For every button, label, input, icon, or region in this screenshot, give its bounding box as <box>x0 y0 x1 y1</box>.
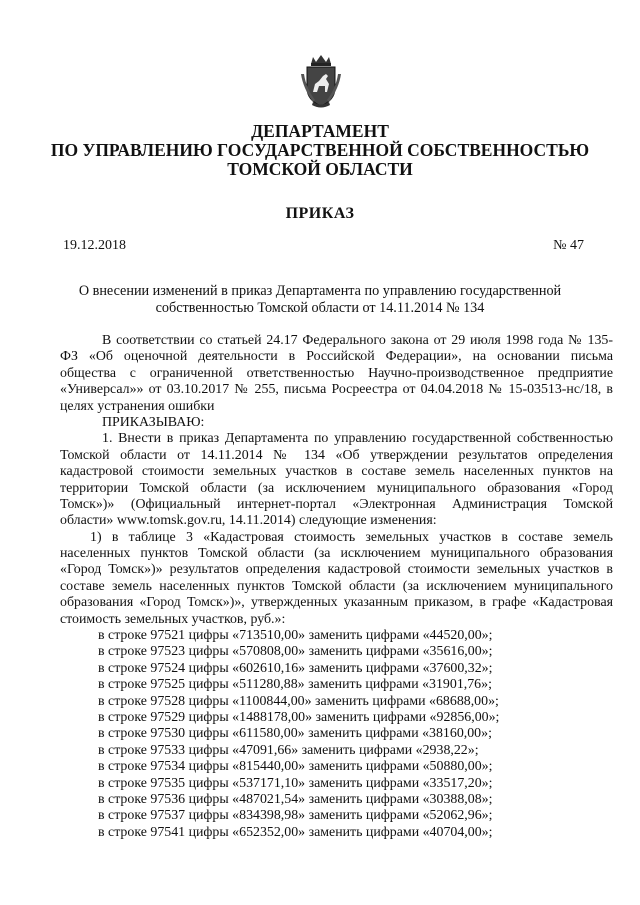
header-line-2: ПО УПРАВЛЕНИЮ ГОСУДАРСТВЕННОЙ СОБСТВЕННОСТЬЮ <box>50 140 590 160</box>
change-row: в строке 97530 цифры «611580,00» заменить цифрами «38160,00»; <box>98 726 492 742</box>
sub1-last-line: стоимость земельных участков, руб.»: <box>60 611 286 627</box>
preamble-line: В соответствии со статьей 24.17 Федерального закона от 29 июля 1998 года № 135- <box>102 333 613 348</box>
header-line-1: ДЕПАРТАМЕНТ <box>251 121 389 141</box>
change-row: в строке 97534 цифры «815440,00» заменить цифрами «50880,00»; <box>98 759 493 775</box>
item1-last-line: области» www.tomsk.gov.ru, 14.11.2014) следующие изменения: <box>60 513 437 529</box>
order-body <box>60 333 613 841</box>
preamble-last-line: целях устранения ошибки <box>60 398 215 414</box>
coat-of-arms-icon <box>299 54 343 108</box>
sub1-line: 1) в таблице 3 «Кадастровая стоимость земельных участков в составе земель <box>90 529 613 545</box>
change-row: в строке 97525 цифры «511280,88» заменить цифрами «31901,76»; <box>98 677 492 693</box>
change-row: в строке 97537 цифры «834398,98» заменить цифрами «52062,96»; <box>98 808 493 824</box>
department-header <box>40 122 600 179</box>
change-row: в строке 97541 цифры «652352,00» заменить цифрами «40704,00»; <box>98 824 493 840</box>
order-word: ПРИКАЗЫВАЮ: <box>102 414 205 430</box>
preamble-line: общества с ограниченной ответственностью Научно-производственное предприятие <box>60 365 613 381</box>
item1-line: кадастровой стоимости земельных участков в составе земель населенных пунктов на <box>60 464 613 480</box>
change-row: в строке 97521 цифры «713510,00» заменить цифрами «44520,00»; <box>98 628 493 644</box>
subject-line-2: собственностью Томской области от 14.11.2014 № 134 <box>155 300 485 316</box>
item1-line: 1. Внести в приказ Департамента по управлению государственной собственностью <box>102 431 613 447</box>
preamble-line: «Универсал»» от 03.10.2017 № 255, письма Росреестра от 04.04.2018 № 15-03513-нс/18, в <box>60 382 613 398</box>
change-row: в строке 97528 цифры «1100844,00» заменить цифрами «68688,00»; <box>98 693 499 709</box>
subject-line-1: О внесении изменений в приказ Департамента по управлению государственной <box>78 283 562 299</box>
order-number: № 47 <box>553 238 584 253</box>
order-title: ПРИКАЗ <box>285 205 355 222</box>
sub1-line: населенных пунктов Томской области (за исключением муниципального образования <box>60 546 613 562</box>
change-row: в строке 97536 цифры «487021,54» заменить цифрами «30388,08»; <box>98 791 493 807</box>
sub1-line: образования «Город Томск»)», утвержденных указанным приказом, в графе «Кадастровая <box>60 595 613 611</box>
order-subject <box>60 283 580 317</box>
sub1-line: составе земель населенных пунктов Томской области (за исключением муниципального <box>60 578 613 594</box>
item1-line: территории Томской области (за исключением муниципального образования «Город <box>60 480 613 496</box>
change-row: в строке 97529 цифры «1488178,00» заменить цифрами «92856,00»; <box>98 709 500 725</box>
change-row: в строке 97535 цифры «537171,10» заменить цифрами «33517,20»; <box>98 775 493 791</box>
sub1-line: «Город Томск»)» результатов определения кадастровой стоимости земельных участков в <box>60 562 613 578</box>
change-row: в строке 97523 цифры «570808,00» заменить цифрами «35616,00»; <box>98 644 493 660</box>
header-line-3: ТОМСКОЙ ОБЛАСТИ <box>227 159 413 179</box>
item1-line: Томской области от 14.11.2014 № 134 «Об утверждении результатов определения <box>60 447 613 463</box>
order-date: 19.12.2018 <box>63 238 126 253</box>
preamble-line: ФЗ «Об оценочной деятельности в Российской Федерации», на основании письма <box>60 349 613 365</box>
change-row: в строке 97524 цифры «602610,16» заменить цифрами «37600,32»; <box>98 660 493 676</box>
item1-line: Томск»)» (Официальный интернет-портал «Электронная Администрация Томской <box>60 496 613 512</box>
change-row: в строке 97533 цифры «47091,66» заменить цифрами «2938,22»; <box>98 742 479 758</box>
